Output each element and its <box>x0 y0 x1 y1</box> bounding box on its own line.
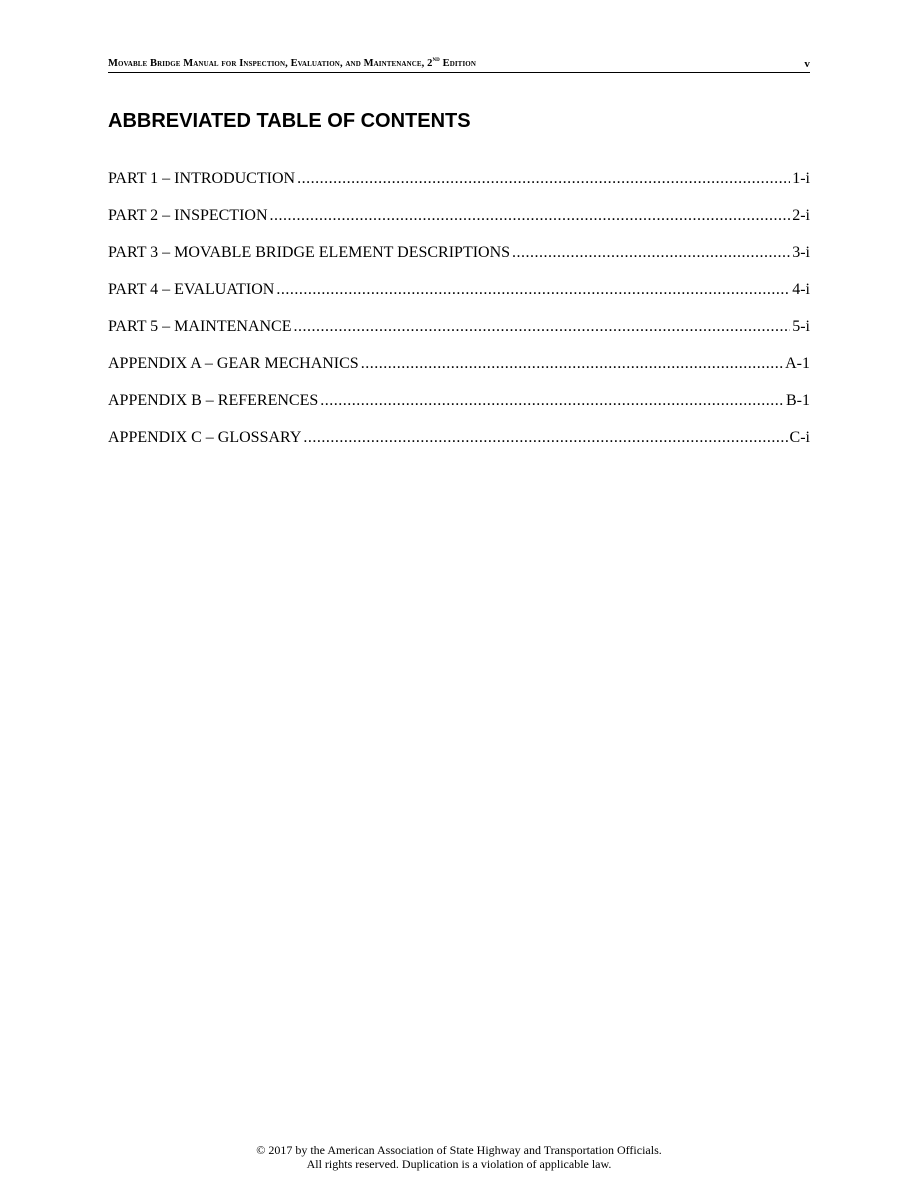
toc-entry-title: PART 4 – EVALUATION <box>108 281 275 298</box>
header-title-suffix: Edition <box>439 58 476 69</box>
page-number: v <box>804 58 810 70</box>
toc-entry-appendix-b[interactable] <box>108 390 810 427</box>
toc-list <box>108 168 810 464</box>
toc-entry-title: PART 2 – INSPECTION <box>108 207 268 224</box>
toc-dot-leader <box>512 242 790 264</box>
copyright-footer <box>0 1143 918 1171</box>
toc-entry-part-1[interactable] <box>108 168 810 205</box>
toc-dot-leader <box>361 353 783 375</box>
toc-entry-part-2[interactable] <box>108 205 810 242</box>
toc-entry-title: PART 3 – MOVABLE BRIDGE ELEMENT DESCRIPTIONS <box>108 244 511 261</box>
toc-dot-leader <box>276 279 790 301</box>
rights-line: All rights reserved. Duplication is a violation of applicable law. <box>306 1157 612 1171</box>
toc-entry-part-3[interactable] <box>108 242 810 279</box>
toc-entry-part-5[interactable] <box>108 316 810 353</box>
toc-dot-leader <box>294 316 791 338</box>
toc-entry-title: APPENDIX A – GEAR MECHANICS <box>108 355 359 372</box>
toc-dot-leader <box>270 205 791 227</box>
toc-entry-title: APPENDIX C – GLOSSARY <box>108 429 302 446</box>
header-title-superscript: nd <box>432 55 440 63</box>
toc-entry-page: 1-i <box>792 170 810 187</box>
toc-entry-page: B-1 <box>786 392 810 409</box>
toc-dot-leader <box>297 168 790 190</box>
toc-entry-page: 4-i <box>792 281 810 298</box>
toc-entry-page: 5-i <box>792 318 810 335</box>
toc-entry-appendix-a[interactable] <box>108 353 810 390</box>
toc-dot-leader <box>303 427 787 449</box>
header-title-main: Movable Bridge Manual for Inspection, Evaluation, and Maintenance, 2 <box>108 58 433 69</box>
toc-entry-page: 3-i <box>792 244 810 261</box>
toc-entry-title: APPENDIX B – REFERENCES <box>108 392 319 409</box>
toc-heading: ABBREVIATED TABLE OF CONTENTS <box>108 110 471 132</box>
toc-entry-page: C-i <box>789 429 810 446</box>
toc-entry-part-4[interactable] <box>108 279 810 316</box>
copyright-line: © 2017 by the American Association of State Highway and Transportation Officials. <box>256 1143 662 1157</box>
running-header-title <box>108 52 476 71</box>
toc-dot-leader <box>320 390 784 412</box>
toc-entry-page: A-1 <box>785 355 810 372</box>
toc-entry-title: PART 5 – MAINTENANCE <box>108 318 292 335</box>
toc-entry-page: 2-i <box>792 207 810 224</box>
running-header <box>108 55 810 73</box>
toc-entry-appendix-c[interactable] <box>108 427 810 464</box>
toc-entry-title: PART 1 – INTRODUCTION <box>108 170 296 187</box>
